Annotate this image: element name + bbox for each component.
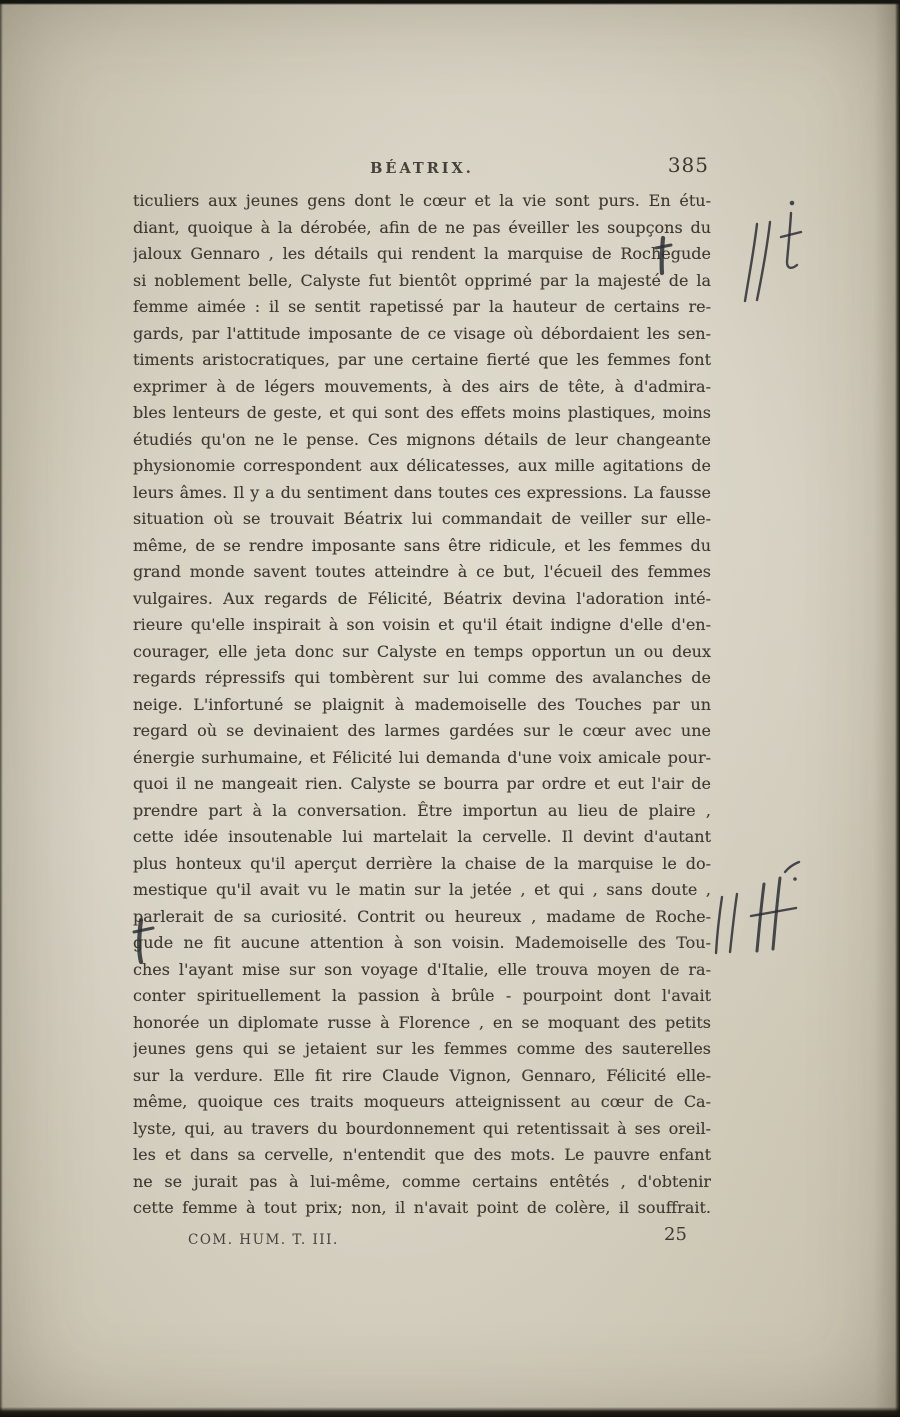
text-line: gards, par l'attitude imposante de ce visage où débordaient les sen- — [133, 323, 711, 343]
page-number: 385 — [667, 153, 709, 177]
text-line: vulgaires. Aux regards de Félicité, Béatrix devina l'adoration inté- — [133, 588, 711, 608]
running-title: BÉATRIX. — [370, 160, 474, 177]
scan-edge-top — [0, 0, 900, 5]
text-line: regards répressifs qui tombèrent sur lui comme des avalanches de — [133, 668, 711, 687]
text-line: mestique qu'il avait vu le matin sur la jetée , et qui , sans doute , — [133, 880, 711, 899]
text-line: courager, elle jeta donc sur Calyste en temps opportun un ou deux — [133, 641, 711, 661]
page-footer — [133, 1226, 711, 1256]
text-line: énergie surhumaine, et Félicité lui demanda d'une voix amicale pour- — [133, 747, 711, 767]
text-line: situation où se trouvait Béatrix lui commandait de veiller sur elle- — [133, 509, 711, 528]
text-line: diant, quoique à la dérobée, afin de ne pas éveiller les soupçons du — [133, 217, 711, 237]
text-line: étudiés qu'on ne le pense. Ces mignons détails de leur changeante — [133, 429, 711, 449]
text-line: leurs âmes. Il y a du sentiment dans toutes ces expressions. La fausse — [133, 482, 711, 502]
text-line: physionomie correspondent aux délicatesses, aux mille agitations de — [133, 456, 711, 475]
text-line: jaloux Gennaro , les détails qui rendent la marquise de Rochegude — [133, 244, 711, 263]
text-line: exprimer à de légers mouvements, à des airs de tête, à d'admira- — [133, 376, 711, 396]
text-line: même, de se rendre imposante sans être ridicule, et les femmes du — [133, 535, 711, 555]
text-line: les et dans sa cervelle, n'entendit que des mots. Le pauvre enfant — [133, 1145, 711, 1164]
page-header — [133, 153, 711, 184]
text-line: quoi il ne mangeait rien. Calyste se bourra par ordre et eut l'air de — [133, 774, 711, 793]
text-line: sur la verdure. Elle fit rire Claude Vignon, Gennaro, Félicité elle- — [133, 1065, 711, 1085]
text-line: femme aimée : il se sentit rapetissé par la hauteur de certains re- — [133, 297, 711, 316]
text-line: bles lenteurs de geste, et qui sont des effets moins plastiques, moins — [133, 403, 711, 422]
text-line: prendre part à la conversation. Être importun au lieu de plaire , — [133, 800, 711, 820]
text-line: jeunes gens qui se jetaient sur les femmes comme des sauterelles — [133, 1039, 711, 1058]
text-line: même, quoique ces traits moqueurs atteignissent au cœur de Ca- — [133, 1092, 711, 1111]
text-line: conter spirituellement la passion à brûle - pourpoint dont l'avait — [133, 986, 711, 1005]
text-line: neige. L'infortuné se plaignit à mademoiselle des Touches par un — [133, 694, 711, 714]
scan-edge-left — [0, 0, 3, 1417]
margin-mark-middle-right — [716, 862, 799, 953]
text-line: lyste, qui, au travers du bourdonnement qui retentissait à ses oreil- — [133, 1118, 711, 1138]
signature-mark: COM. HUM. T. III. — [188, 1232, 339, 1248]
text-line: ne se jurait pas à lui-même, comme certains entêtés , d'obtenir — [133, 1171, 711, 1191]
text-line: rieure qu'elle inspirait à son voisin et qu'il était indigne d'elle d'en- — [133, 615, 711, 634]
text-line: cette idée insoutenable lui martelait la cervelle. Il devint d'autant — [133, 827, 711, 846]
text-line: grand monde savent toutes atteindre à ce but, l'écueil des femmes — [133, 562, 711, 581]
text-line: gude ne fit aucune attention à son voisin. Mademoiselle des Tou- — [133, 933, 711, 952]
text-line: ticuliers aux jeunes gens dont le cœur et la vie sont purs. En étu- — [133, 191, 711, 210]
text-line: plus honteux qu'il aperçut derrière la chaise de la marquise le do- — [133, 853, 711, 873]
body-text — [133, 188, 711, 1222]
sheet-number: 25 — [664, 1224, 687, 1245]
text-line: timents aristocratiques, par une certaine fierté que les femmes font — [133, 350, 711, 369]
text-line: honorée un diplomate russe à Florence , en se moquant des petits — [133, 1012, 711, 1032]
text-line: cette femme à tout prix; non, il n'avait point de colère, il souffrait. — [133, 1198, 711, 1217]
text-line: parlerait de sa curiosité. Contrit ou heureux , madame de Roche- — [133, 906, 711, 926]
margin-mark-top-right — [745, 201, 801, 301]
scan-edge-right — [895, 0, 900, 1417]
text-line: regard où se devinaient des larmes gardées sur le cœur avec une — [133, 721, 711, 740]
text-line: si noblement belle, Calyste fut bientôt opprimé par la majesté de la — [133, 270, 711, 290]
text-line: ches l'ayant mise sur son voyage d'Italie, elle trouva moyen de ra- — [133, 959, 711, 979]
scan-edge-bottom — [0, 1407, 900, 1417]
